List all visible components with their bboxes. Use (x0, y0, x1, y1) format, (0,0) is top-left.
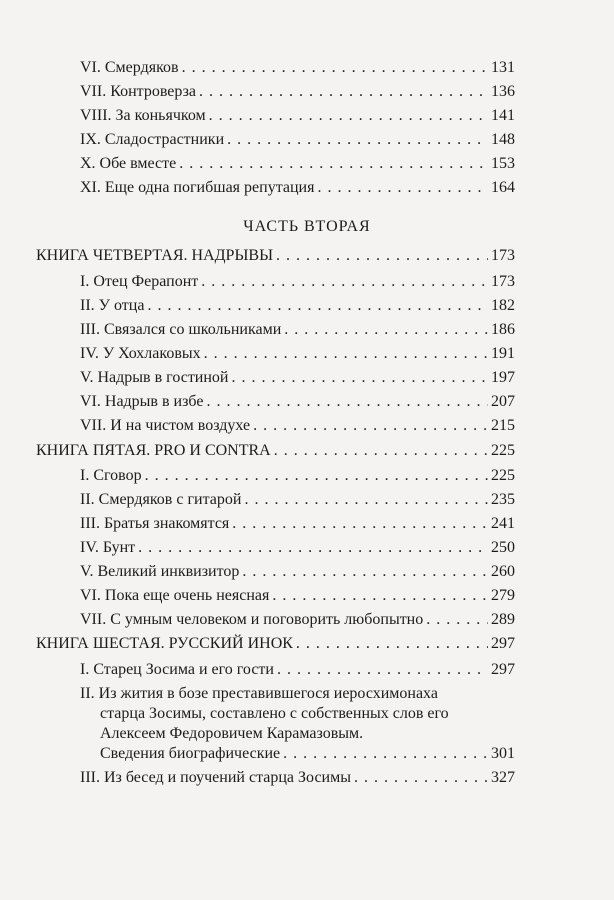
toc-entry-multiline[interactable] (80, 684, 515, 744)
toc-entry[interactable] (80, 562, 515, 582)
dot-leader (277, 660, 488, 680)
toc-entry[interactable] (80, 178, 515, 198)
toc-entry[interactable] (100, 744, 515, 764)
toc-entry-title: VII. С умным человеком и поговорить любопытно (80, 611, 424, 628)
toc-entry-page: 131 (491, 59, 515, 76)
toc-entry-page: 141 (491, 107, 515, 124)
toc-entry-title: VI. Надрыв в избе (80, 393, 204, 410)
dot-leader (232, 368, 489, 388)
toc-entry-page: 148 (491, 131, 515, 148)
toc-entry-page: 207 (491, 393, 515, 410)
dot-leader (179, 154, 488, 174)
toc-entry[interactable] (80, 82, 515, 102)
toc-entry-page: 153 (491, 155, 515, 172)
toc-entry-title-line: Алексеем Федоровичем Карамазовым. (100, 725, 364, 742)
toc-entry-page: 241 (491, 515, 515, 532)
dot-leader (232, 514, 488, 534)
toc-entry-page: 225 (491, 467, 515, 484)
toc-entry-page: 164 (491, 179, 515, 196)
toc-entry-title: V. Надрыв в гостиной (80, 369, 229, 386)
toc-entry-page: 191 (491, 345, 515, 362)
toc-entry[interactable] (80, 344, 515, 364)
toc-entry-page: 327 (491, 769, 515, 786)
toc-book-entry[interactable] (36, 246, 515, 266)
dot-leader (182, 58, 488, 78)
toc-entry-page: 289 (491, 611, 515, 628)
toc-entry[interactable] (80, 538, 515, 558)
toc-entry-page: 197 (491, 369, 515, 386)
dot-leader (253, 416, 488, 436)
toc-entry-page: 297 (491, 661, 515, 678)
toc-entry-title-line: старца Зосимы, составлено с собственных слов его (100, 705, 449, 722)
toc-entry-title: XI. Еще одна погибшая репутация (80, 179, 315, 196)
toc-entry[interactable] (80, 154, 515, 174)
toc-entry[interactable] (80, 610, 515, 630)
toc-entry-title: I. Сговор (80, 467, 142, 484)
toc-book-entry[interactable] (36, 634, 515, 654)
toc-entry-page: 250 (491, 539, 515, 556)
toc-entry[interactable] (80, 106, 515, 126)
toc-entry-title: I. Отец Ферапонт (80, 273, 199, 290)
dot-leader (201, 272, 488, 292)
toc-entry-title: II. У отца (80, 297, 145, 314)
toc-entry[interactable] (80, 660, 515, 680)
toc-entry-title: III. Из бесед и поучений старца Зосимы (80, 769, 351, 786)
toc-entry[interactable] (80, 296, 515, 316)
dot-leader (317, 178, 488, 198)
book-page: 173 (491, 247, 515, 264)
book-title: КНИГА ШЕСТАЯ. РУССКИЙ ИНОК (36, 635, 293, 652)
toc-entry[interactable] (80, 130, 515, 150)
dot-leader (209, 106, 488, 126)
toc-entry-title: II. Смердяков с гитарой (80, 491, 242, 508)
dot-leader (199, 82, 488, 102)
toc-entry[interactable] (80, 490, 515, 510)
toc-entry[interactable] (80, 368, 515, 388)
dot-leader (274, 441, 488, 461)
toc-entry[interactable] (80, 272, 515, 292)
toc-entry-title: VI. Смердяков (80, 59, 179, 76)
toc-entry[interactable] (80, 514, 515, 534)
toc-entry-title: VI. Пока еще очень неясная (80, 587, 270, 604)
toc-entry[interactable] (80, 768, 515, 788)
toc-entry-title: IV. Бунт (80, 539, 136, 556)
dot-leader (283, 744, 488, 764)
toc-entry-title-line: Сведения биографические (100, 745, 281, 762)
toc-entry-title: VII. И на чистом воздухе (80, 417, 251, 434)
dot-leader (296, 634, 488, 654)
book-title: КНИГА ПЯТАЯ. PRO И CONTRA (36, 442, 271, 459)
toc-entry-page: 260 (491, 563, 515, 580)
toc-entry-page: 136 (491, 83, 515, 100)
dot-leader (284, 320, 488, 340)
toc-entry-title: III. Связался со школьниками (80, 321, 282, 338)
book-page: 225 (491, 442, 515, 459)
toc-book-entry[interactable] (36, 441, 515, 461)
toc-entry-page: 279 (491, 587, 515, 604)
toc-entry[interactable] (80, 392, 515, 412)
toc-entry[interactable] (80, 586, 515, 606)
dot-leader (276, 246, 488, 266)
dot-leader (242, 562, 488, 582)
toc-entry-title: V. Великий инквизитор (80, 563, 240, 580)
dot-leader (272, 586, 488, 606)
toc-entry-page: 186 (491, 321, 515, 338)
book-page: 297 (491, 635, 515, 652)
dot-leader (227, 130, 488, 150)
dot-leader (204, 344, 488, 364)
toc-entry-title: X. Обе вместе (80, 155, 177, 172)
toc-entry-title: VIII. За коньячком (80, 107, 206, 124)
toc-entry-page: 215 (491, 417, 515, 434)
toc-entry-page: 182 (491, 297, 515, 314)
dot-leader (145, 466, 488, 486)
dot-leader (147, 296, 488, 316)
toc-entry-title: VII. Контроверза (80, 83, 197, 100)
toc-entry-page: 173 (491, 273, 515, 290)
dot-leader (426, 610, 488, 630)
part-title: ЧАСТЬ ВТОРАЯ (243, 218, 371, 235)
toc-entry-title: IX. Сладострастники (80, 131, 225, 148)
toc-entry[interactable] (80, 416, 515, 436)
dot-leader (354, 768, 488, 788)
toc-entry[interactable] (80, 58, 515, 78)
toc-entry[interactable] (80, 320, 515, 340)
toc-entry-page: 235 (491, 491, 515, 508)
toc-entry-title-line: II. Из жития в бозе преставившегося иеросхимонаха (80, 685, 438, 702)
toc-entry-page: 301 (491, 745, 515, 762)
book-title: КНИГА ЧЕТВЕРТАЯ. НАДРЫВЫ (36, 247, 274, 264)
toc-entry-title: IV. У Хохлаковых (80, 345, 201, 362)
toc-entry-title: III. Братья знакомятся (80, 515, 230, 532)
dot-leader (206, 392, 488, 412)
dot-leader (244, 490, 488, 510)
toc-entry[interactable] (80, 466, 515, 486)
dot-leader (138, 538, 488, 558)
toc-entry-title: I. Старец Зосима и его гости (80, 661, 274, 678)
